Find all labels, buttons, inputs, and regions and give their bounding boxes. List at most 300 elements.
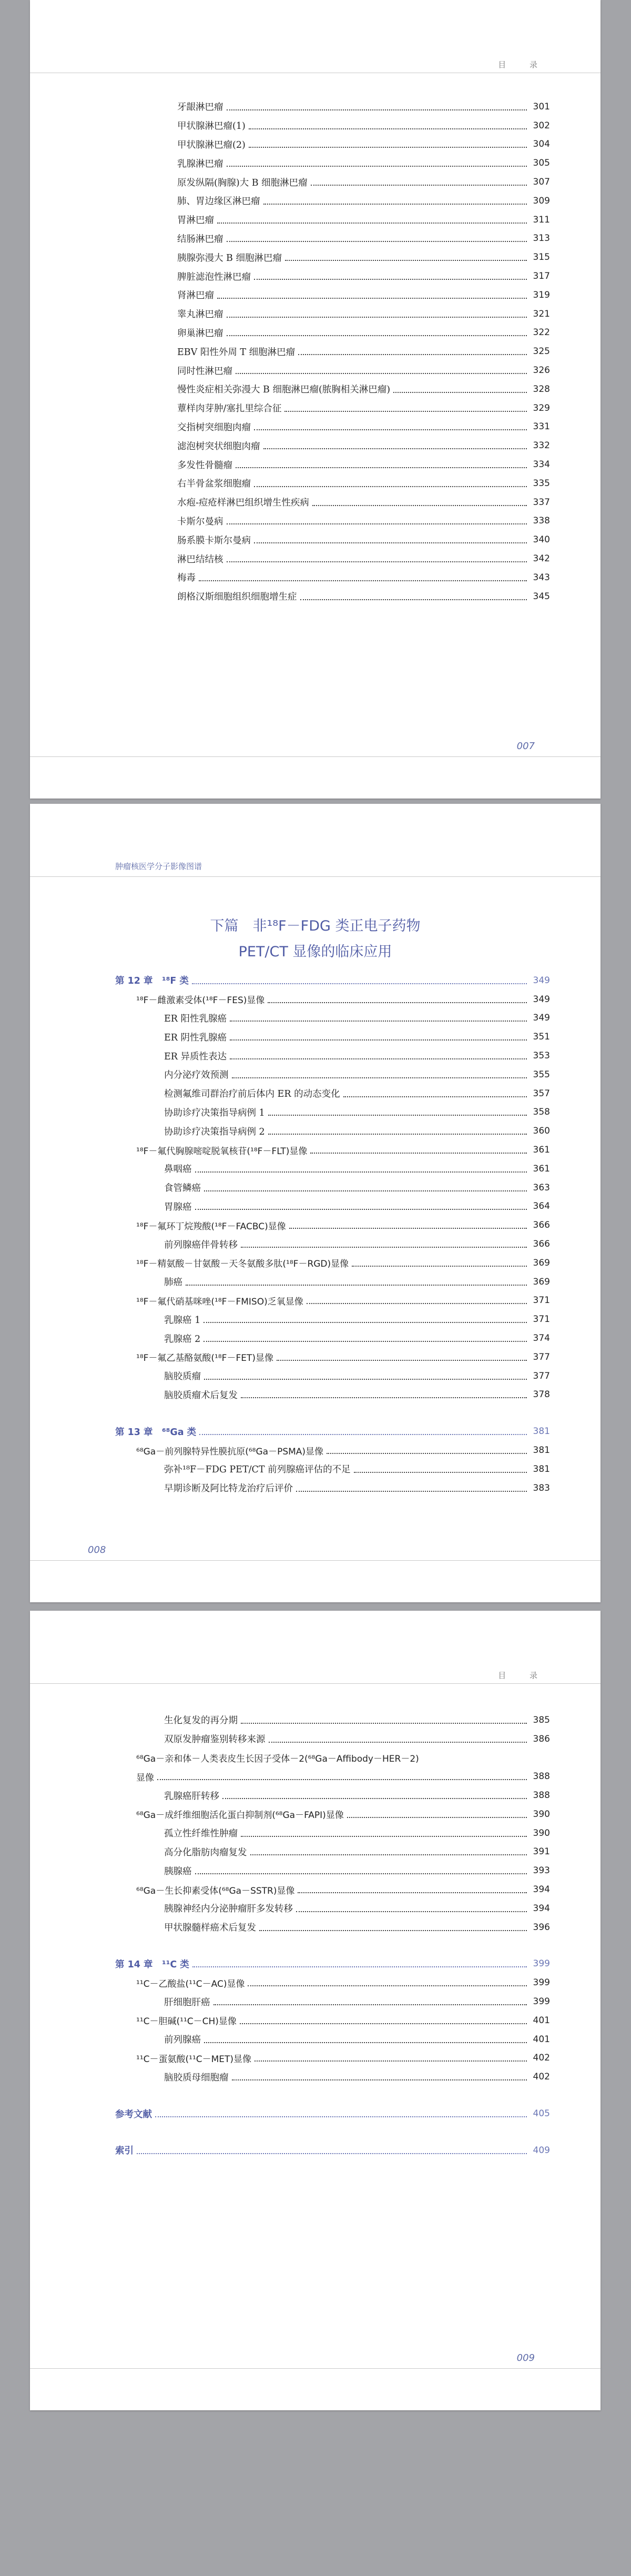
toc-entry[interactable] <box>115 2011 550 2030</box>
toc-entry-title: ¹⁸F－氟代胸腺嘧啶脱氧核苷(¹⁸F－FLT)显像 <box>136 1146 308 1157</box>
running-header: 目 录 <box>498 60 548 69</box>
dot-leader <box>254 486 527 487</box>
toc-entry-page: 363 <box>533 1182 550 1193</box>
dot-leader <box>285 260 527 261</box>
toc-entry[interactable] <box>115 1767 550 1786</box>
toc-entry[interactable] <box>115 1386 550 1405</box>
toc-entry-title: 胃淋巴瘤 <box>177 215 214 226</box>
toc-entry-title: 原发纵隔(胸腺)大 B 细胞淋巴瘤 <box>177 177 308 188</box>
toc-page-009 <box>30 1611 601 2410</box>
dot-leader <box>192 983 527 984</box>
toc-entry-title: 交指树突细胞肉瘤 <box>177 422 251 433</box>
toc-entry-title: 甲状腺淋巴瘤(1) <box>177 121 246 132</box>
toc-entry-page: 394 <box>533 1903 550 1914</box>
dot-leader <box>249 128 527 129</box>
toc-entry[interactable] <box>115 1103 550 1122</box>
dot-leader <box>311 185 527 186</box>
footer-rule <box>30 756 601 757</box>
toc-entry[interactable] <box>115 342 550 361</box>
toc-entry[interactable] <box>115 1348 550 1367</box>
toc-page-008 <box>30 804 601 1602</box>
toc-entry-page: 329 <box>533 402 550 413</box>
toc-chapter-entry[interactable] <box>115 2141 550 2160</box>
toc-entry-title: ER 阳性乳腺癌 <box>164 1013 227 1024</box>
toc-entry[interactable] <box>115 1027 550 1046</box>
toc-entry-title: 协助诊疗决策指导病例 1 <box>164 1107 265 1118</box>
toc-entry-title: 协助诊疗决策指导病例 2 <box>164 1126 265 1137</box>
toc-entry[interactable] <box>115 116 550 135</box>
toc-entry[interactable] <box>115 1235 550 1254</box>
toc-entry-page: 331 <box>533 421 550 432</box>
toc-entry[interactable] <box>115 1861 550 1880</box>
toc-entry-page: 358 <box>533 1107 550 1118</box>
dot-leader <box>222 1798 527 1799</box>
page-number: 007 <box>516 741 535 752</box>
toc-entry[interactable] <box>115 474 550 493</box>
toc-entry-page: 315 <box>533 252 550 263</box>
toc-entry-title: 肝细胞肝癌 <box>164 1997 210 2008</box>
toc-entry-page: 337 <box>533 497 550 508</box>
dot-leader <box>230 1021 527 1022</box>
toc-entry-title: 朗格汉斯细胞组织细胞增生症 <box>177 592 297 603</box>
toc-entry-page: 388 <box>533 1790 550 1801</box>
toc-entry-title: 胰腺弥漫大 B 细胞淋巴瘤 <box>177 252 282 264</box>
toc-entry-page: 349 <box>533 975 550 986</box>
toc-entry[interactable] <box>115 1272 550 1291</box>
toc-entry-title: 肾淋巴瘤 <box>177 290 214 301</box>
dot-leader <box>312 505 527 506</box>
running-header: 肿瘤核医学分子影像图谱 <box>115 862 202 871</box>
toc-chapter-entry[interactable] <box>115 2104 550 2123</box>
part-title-line-1: 下篇 非¹⁸F－FDG 类正电子药物 <box>210 918 421 934</box>
dot-leader <box>199 580 527 581</box>
toc-entry-title: ER 异质性表达 <box>164 1051 227 1062</box>
footer-rule <box>30 2368 601 2369</box>
toc-entry-page: 335 <box>533 478 550 489</box>
toc-entry[interactable] <box>115 530 550 549</box>
dot-leader <box>227 317 527 318</box>
toc-entry-title: 检测氟维司群治疗前后体内 ER 的动态变化 <box>164 1089 340 1100</box>
toc-entry[interactable] <box>115 1178 550 1197</box>
toc-entry-title: 肺、胃边缘区淋巴瘤 <box>177 196 260 207</box>
toc-entry-page: 313 <box>533 233 550 244</box>
toc-entry[interactable] <box>115 1310 550 1329</box>
dot-leader <box>249 147 527 148</box>
toc-entry-title: ¹⁸F－氟环丁烷羧酸(¹⁸F－FACBC)显像 <box>136 1221 286 1232</box>
dot-leader <box>352 1266 527 1267</box>
running-header: 目 录 <box>498 1671 548 1680</box>
dot-leader <box>269 1742 527 1743</box>
toc-chapter-entry[interactable] <box>115 971 550 990</box>
toc-entry[interactable] <box>115 2067 550 2086</box>
toc-entry-page: 396 <box>533 1922 550 1933</box>
part-title <box>30 914 601 961</box>
dot-leader <box>255 2060 527 2062</box>
dot-leader <box>347 1817 527 1818</box>
dot-leader <box>296 1491 527 1492</box>
dot-leader <box>254 429 527 430</box>
toc-entry[interactable] <box>115 1216 550 1235</box>
toc-entry[interactable] <box>115 587 550 606</box>
dot-leader <box>298 1892 527 1893</box>
toc-entry-page: 388 <box>533 1771 550 1782</box>
toc-entry-page: 353 <box>533 1050 550 1062</box>
toc-list <box>115 971 550 1498</box>
toc-entry[interactable] <box>115 1367 550 1386</box>
toc-entry-title: 双原发肿瘤鉴别转移来源 <box>164 1734 266 1745</box>
toc-entry-title: ¹⁸F－精氨酸－甘氨酸－天冬氨酸多肽(¹⁸F－RGD)显像 <box>136 1259 349 1270</box>
toc-entry-page: 317 <box>533 271 550 282</box>
toc-entry-page: 399 <box>533 1996 550 2007</box>
toc-entry-title: 脾脏滤泡性淋巴瘤 <box>177 271 251 282</box>
toc-entry-page: 342 <box>533 553 550 564</box>
toc-entry-page: 401 <box>533 2034 550 2045</box>
dot-leader <box>236 467 527 468</box>
dot-leader <box>241 1397 527 1398</box>
toc-entry-page: 390 <box>533 1827 550 1838</box>
dot-leader <box>263 204 527 205</box>
toc-entry-title: 淋巴结结核 <box>177 554 223 565</box>
toc-entry-page: 345 <box>533 591 550 602</box>
toc-entry[interactable] <box>115 229 550 248</box>
toc-entry[interactable] <box>115 154 550 173</box>
toc-entry-title: 显像 <box>136 1772 154 1783</box>
dot-leader <box>268 1134 527 1135</box>
dot-leader <box>254 279 527 280</box>
toc-entry[interactable] <box>115 568 550 587</box>
toc-entry-title: 高分化脂肪肉瘤复发 <box>164 1847 247 1858</box>
toc-entry-title: ¹¹C－蛋氨酸(¹¹C－MET)显像 <box>136 2054 252 2065</box>
toc-entry[interactable] <box>115 1749 550 1767</box>
toc-entry[interactable] <box>115 173 550 191</box>
toc-entry[interactable] <box>115 305 550 324</box>
dot-leader <box>289 1228 527 1229</box>
toc-entry-page: 369 <box>533 1257 550 1268</box>
toc-entry-page: 390 <box>533 1809 550 1820</box>
dot-leader <box>227 166 527 167</box>
toc-entry-title: 滤泡树突状细胞肉瘤 <box>177 441 260 452</box>
dot-leader <box>227 109 527 110</box>
toc-entry-page: 364 <box>533 1201 550 1212</box>
toc-entry-title: 脑胶质瘤 <box>164 1371 201 1382</box>
toc-entry-page: 381 <box>533 1445 550 1456</box>
toc-entry-page: 374 <box>533 1333 550 1344</box>
dot-leader <box>203 1322 527 1323</box>
toc-entry-title: 睾丸淋巴瘤 <box>177 309 223 320</box>
part-title-line-2: PET/CT 显像的临床应用 <box>238 944 392 960</box>
dot-leader <box>203 1341 527 1342</box>
toc-entry[interactable] <box>115 1479 550 1498</box>
dot-leader <box>307 1303 527 1304</box>
toc-entry-page: 355 <box>533 1069 550 1080</box>
dot-leader <box>263 448 527 449</box>
toc-entry-title: 多发性骨髓瘤 <box>177 460 232 471</box>
toc-entry-title: 脑胶质瘤术后复发 <box>164 1390 238 1401</box>
toc-entry-title: 卵巢淋巴瘤 <box>177 328 223 339</box>
toc-entry[interactable] <box>115 1254 550 1272</box>
toc-entry-page: 332 <box>533 440 550 451</box>
toc-entry-title: 食管鳞癌 <box>164 1183 201 1194</box>
toc-entry-title: 甲状腺髓样癌术后复发 <box>164 1923 256 1934</box>
toc-entry-page: 304 <box>533 139 550 150</box>
toc-chapter-entry[interactable] <box>115 1955 550 1974</box>
toc-entry-page: 402 <box>533 2053 550 2064</box>
toc-entry-title: 乳腺癌肝转移 <box>164 1791 219 1802</box>
toc-list <box>115 97 550 606</box>
dot-leader <box>195 1873 527 1874</box>
toc-entry[interactable] <box>115 990 550 1009</box>
toc-entry-title: 生化复发的再分期 <box>164 1715 238 1726</box>
toc-entry[interactable] <box>115 1843 550 1862</box>
toc-entry-title: 甲状腺淋巴瘤(2) <box>177 139 246 150</box>
toc-entry[interactable] <box>115 399 550 418</box>
toc-entry-page: 378 <box>533 1389 550 1400</box>
toc-entry[interactable] <box>115 1197 550 1216</box>
toc-entry[interactable] <box>115 1786 550 1805</box>
toc-entry[interactable] <box>115 135 550 154</box>
toc-entry-page: 366 <box>533 1239 550 1250</box>
toc-entry[interactable] <box>115 324 550 342</box>
dot-leader <box>213 2004 527 2005</box>
toc-entry-title: ¹⁸F－氟代硝基咪唑(¹⁸F－FMISO)乏氧显像 <box>136 1296 303 1307</box>
toc-entry[interactable] <box>115 1918 550 1937</box>
toc-entry[interactable] <box>115 1880 550 1899</box>
toc-entry-page: 349 <box>533 994 550 1005</box>
dot-leader <box>259 1930 527 1931</box>
toc-entry[interactable] <box>115 1992 550 2011</box>
toc-chapter-entry[interactable] <box>115 1422 550 1441</box>
toc-entry[interactable] <box>115 210 550 229</box>
dot-leader <box>192 1966 527 1967</box>
page-number: 009 <box>516 2352 535 2363</box>
toc-entry-title: 同时性淋巴瘤 <box>177 366 232 377</box>
toc-entry-page: 394 <box>533 1884 550 1895</box>
dot-leader <box>236 373 527 374</box>
toc-entry-page: 369 <box>533 1276 550 1287</box>
dot-leader <box>195 1209 527 1210</box>
toc-entry-page: 305 <box>533 158 550 169</box>
toc-entry-title: 牙龈淋巴瘤 <box>177 102 223 113</box>
dot-leader <box>327 1453 527 1454</box>
toc-entry-title: 水疱-痘疮样淋巴组织增生性疾病 <box>177 498 309 509</box>
dot-leader <box>199 1434 527 1435</box>
toc-entry[interactable] <box>115 455 550 474</box>
dot-leader <box>137 2153 527 2154</box>
dot-leader <box>241 1247 527 1248</box>
toc-entry-title: 脑胶质母细胞瘤 <box>164 2072 229 2083</box>
dot-leader <box>186 1285 527 1286</box>
toc-entry-page: 340 <box>533 534 550 545</box>
toc-entry-title: 内分泌疗效预测 <box>164 1070 229 1081</box>
toc-entry[interactable] <box>115 1122 550 1140</box>
toc-entry-title: ¹¹C－乙酸盐(¹¹C－AC)显像 <box>136 1978 245 1989</box>
toc-entry-page: 401 <box>533 2015 550 2026</box>
toc-entry-page: 334 <box>533 459 550 470</box>
toc-entry-page: 381 <box>533 1463 550 1474</box>
toc-entry[interactable] <box>115 493 550 512</box>
toc-entry-page: 338 <box>533 516 550 527</box>
toc-entry-page: 319 <box>533 289 550 300</box>
toc-entry[interactable] <box>115 1291 550 1310</box>
toc-entry[interactable] <box>115 1973 550 1992</box>
toc-entry-title: ¹¹C－胆碱(¹¹C－CH)显像 <box>136 2016 237 2027</box>
dot-leader <box>204 1190 527 1191</box>
toc-entry-page: 326 <box>533 365 550 376</box>
dot-leader <box>241 1723 527 1724</box>
toc-entry-page: 399 <box>533 1977 550 1988</box>
toc-entry-page: 409 <box>533 2145 550 2156</box>
toc-entry-page: 371 <box>533 1314 550 1325</box>
toc-entry-page: 393 <box>533 1865 550 1876</box>
toc-entry[interactable] <box>115 1065 550 1084</box>
dot-leader <box>227 335 527 336</box>
toc-entry-page: 302 <box>533 120 550 131</box>
toc-entry[interactable] <box>115 1046 550 1065</box>
dot-leader <box>310 1153 527 1154</box>
toc-entry-title: 乳腺癌 2 <box>164 1334 201 1345</box>
toc-entry-page: 349 <box>533 1013 550 1024</box>
footer-rule <box>30 1560 601 1561</box>
toc-entry-title: 蕈样肉芽肿/塞扎里综合征 <box>177 403 282 415</box>
dot-leader <box>195 1171 527 1173</box>
toc-entry-title: 弥补¹⁸F－FDG PET/CT 前列腺癌评估的不足 <box>164 1464 351 1476</box>
toc-entry-title: 参考文献 <box>115 2109 152 2120</box>
toc-entry-title: 肺癌 <box>164 1277 182 1288</box>
dot-leader <box>298 354 527 355</box>
toc-entry[interactable] <box>115 1730 550 1749</box>
toc-entry[interactable] <box>115 1805 550 1824</box>
toc-entry[interactable] <box>115 1009 550 1028</box>
toc-entry[interactable] <box>115 267 550 286</box>
toc-entry-page: 307 <box>533 177 550 188</box>
toc-entry-page: 402 <box>533 2072 550 2083</box>
toc-entry-title: ⁶⁸Ga－亲和体－人类表皮生长因子受体－2(⁶⁸Ga－Affibody－HER－2) <box>136 1753 419 1764</box>
toc-entry-title: 胰腺癌 <box>164 1866 192 1877</box>
toc-entry[interactable] <box>115 436 550 455</box>
toc-entry[interactable] <box>115 1140 550 1159</box>
toc-entry[interactable] <box>115 1441 550 1460</box>
toc-entry-page: 405 <box>533 2108 550 2119</box>
toc-entry[interactable] <box>115 361 550 380</box>
toc-entry[interactable] <box>115 286 550 305</box>
toc-entry-page: 357 <box>533 1088 550 1099</box>
toc-entry-title: ¹⁸F－雌激素受体(¹⁸F－FES)显像 <box>136 995 265 1006</box>
toc-entry-title: 胰腺神经内分泌肿瘤肝多发转移 <box>164 1904 293 1915</box>
toc-entry-title: 索引 <box>115 2146 134 2157</box>
toc-entry[interactable] <box>115 549 550 568</box>
toc-entry-title: 前列腺癌伴骨转移 <box>164 1239 238 1250</box>
toc-entry-page: 322 <box>533 327 550 338</box>
toc-entry-title: 第 13 章 ⁶⁸Ga 类 <box>115 1427 197 1438</box>
toc-page-007 <box>30 0 601 799</box>
dot-leader <box>230 1039 527 1040</box>
toc-entry-title: 肠系膜卡斯尔曼病 <box>177 535 251 546</box>
toc-entry-title: ¹⁸F－氟乙基酪氨酸(¹⁸F－FET)显像 <box>136 1353 273 1364</box>
dot-leader <box>296 1911 527 1912</box>
toc-entry-page: 377 <box>533 1351 550 1362</box>
toc-entry-page: 383 <box>533 1482 550 1493</box>
toc-entry-page: 366 <box>533 1220 550 1231</box>
toc-entry[interactable] <box>115 1711 550 1730</box>
toc-entry-title: 前列腺癌 <box>164 2035 201 2046</box>
toc-entry-title: 早期诊断及阿比特龙治疗后评价 <box>164 1483 293 1494</box>
toc-entry[interactable] <box>115 191 550 210</box>
toc-entry[interactable] <box>115 1899 550 1918</box>
dot-leader <box>268 1115 527 1116</box>
toc-entry[interactable] <box>115 512 550 531</box>
toc-entry-title: 第 14 章 ¹¹C 类 <box>115 1959 189 1970</box>
toc-entry[interactable] <box>115 1329 550 1348</box>
toc-entry-page: 386 <box>533 1733 550 1744</box>
dot-leader <box>268 1002 527 1003</box>
toc-entry-page: 311 <box>533 214 550 225</box>
dot-leader <box>393 392 527 393</box>
dot-leader <box>227 523 527 524</box>
toc-entry-page: 360 <box>533 1126 550 1137</box>
toc-entry-page: 381 <box>533 1426 550 1437</box>
toc-entry[interactable] <box>115 1084 550 1103</box>
toc-entry[interactable] <box>115 2030 550 2049</box>
toc-entry[interactable] <box>115 1824 550 1843</box>
toc-entry-page: 385 <box>533 1714 550 1725</box>
toc-entry-page: 377 <box>533 1370 550 1381</box>
toc-entry-page: 399 <box>533 1958 550 1969</box>
dot-leader <box>277 1360 527 1361</box>
toc-entry-page: 361 <box>533 1145 550 1156</box>
dot-leader <box>300 599 527 600</box>
toc-list <box>115 1711 550 2160</box>
header-rule <box>30 1683 601 1684</box>
dot-leader <box>217 298 527 299</box>
toc-entry-title: EBV 阳性外周 T 细胞淋巴瘤 <box>177 347 296 358</box>
dot-leader <box>240 2023 527 2024</box>
header-rule <box>30 876 601 877</box>
toc-entry-page: 309 <box>533 195 550 206</box>
page-number: 008 <box>88 1544 106 1555</box>
toc-entry[interactable] <box>115 418 550 437</box>
toc-entry-page: 361 <box>533 1163 550 1174</box>
toc-entry-title: ER 阴性乳腺癌 <box>164 1032 227 1043</box>
toc-entry-page: 321 <box>533 308 550 319</box>
toc-entry-page: 325 <box>533 346 550 357</box>
toc-entry-page: 391 <box>533 1846 550 1857</box>
dot-leader <box>157 1779 527 1780</box>
toc-entry[interactable] <box>115 97 550 116</box>
toc-entry-title: 乳腺癌 1 <box>164 1315 201 1326</box>
dot-leader <box>217 223 527 224</box>
dot-leader <box>232 2079 527 2080</box>
toc-entry-page: 371 <box>533 1295 550 1306</box>
dot-leader <box>227 561 527 562</box>
toc-entry[interactable] <box>115 2049 550 2068</box>
toc-entry-title: ⁶⁸Ga－成纤维细胞活化蛋白抑制剂(⁶⁸Ga－FAPI)显像 <box>136 1810 344 1821</box>
toc-entry[interactable] <box>115 1460 550 1479</box>
toc-entry[interactable] <box>115 380 550 399</box>
toc-entry-title: 右半骨盆浆细胞瘤 <box>177 479 251 490</box>
dot-leader <box>241 1836 527 1837</box>
toc-entry[interactable] <box>115 1159 550 1178</box>
toc-entry-title: 鼻咽癌 <box>164 1164 192 1175</box>
dot-leader <box>284 411 527 412</box>
dot-leader <box>204 2042 527 2043</box>
dot-leader <box>248 1985 527 1986</box>
toc-entry-title: 结肠淋巴瘤 <box>177 234 223 245</box>
toc-entry-title: 慢性炎症相关弥漫大 B 细胞淋巴瘤(脓胸相关淋巴瘤) <box>177 385 391 396</box>
toc-entry-title: ⁶⁸Ga－生长抑素受体(⁶⁸Ga－SSTR)显像 <box>136 1885 295 1896</box>
toc-entry-title: 胃腺癌 <box>164 1201 192 1213</box>
toc-entry[interactable] <box>115 248 550 267</box>
toc-entry-title: 第 12 章 ¹⁸F 类 <box>115 976 189 987</box>
